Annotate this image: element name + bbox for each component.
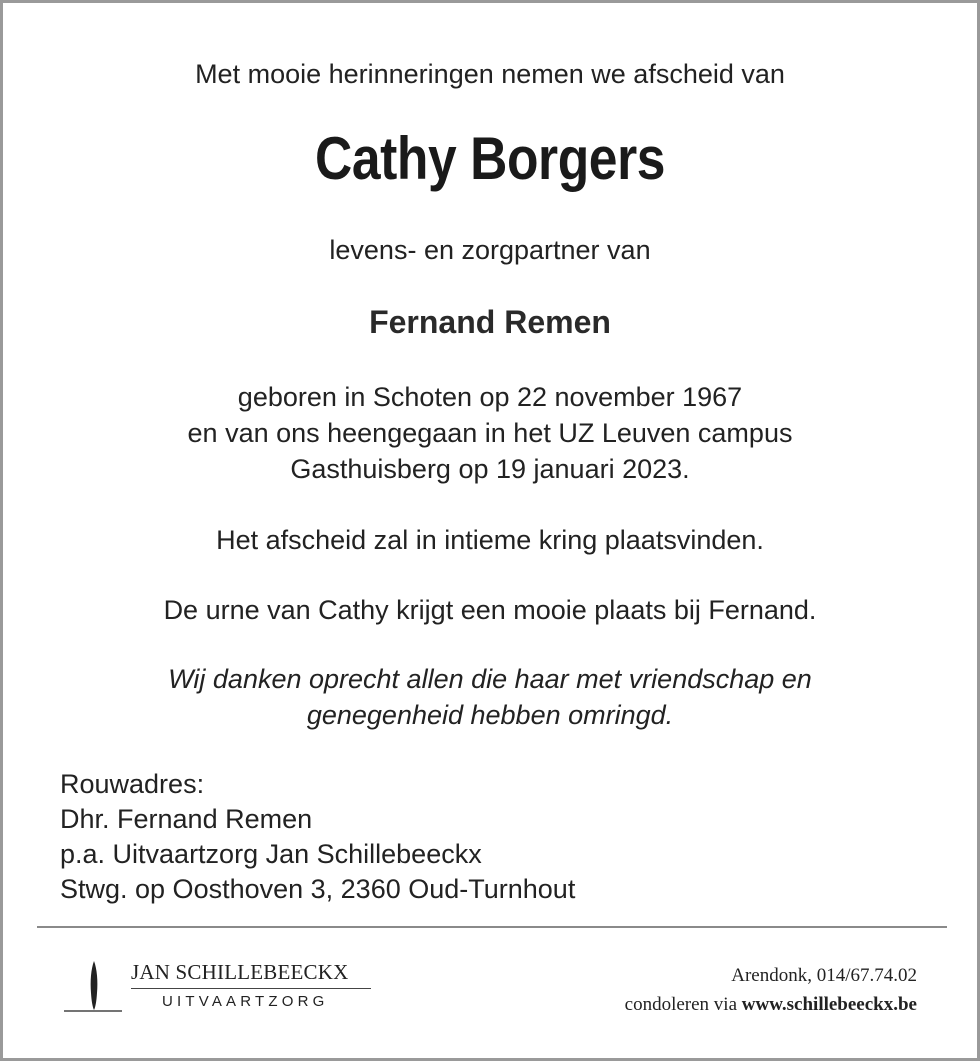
thanks-line: Wij danken oprecht allen die haar met vriendschap en (168, 664, 812, 694)
contact-line: Arendonk, 014/67.74.02 (731, 965, 917, 986)
farewell-text: Het afscheid zal in intieme kring plaatsvinden. (216, 525, 764, 555)
thanks-line: genegenheid hebben omringd. (306, 700, 674, 730)
address-label: Rouwadres: (60, 769, 205, 799)
funeral-home-subtitle: UITVAARTZORG (162, 993, 329, 1010)
funeral-home-name: JAN SCHILLEBEECKX (131, 960, 349, 984)
urn-text: De urne van Cathy krijgt een mooie plaats bij Fernand. (163, 595, 817, 625)
footer-divider (37, 926, 947, 928)
thanks-block (3, 661, 977, 733)
partner-name: Fernand Remen (369, 304, 611, 340)
intro-text: Met mooie herinneringen nemen we afscheid van (195, 59, 785, 89)
deceased-name: Cathy Borgers (315, 125, 665, 192)
bio-line: en van ons heengegaan in het UZ Leuven campus (187, 418, 793, 448)
address-line: p.a. Uitvaartzorg Jan Schillebeeckx (60, 839, 482, 869)
funeral-home-contact (625, 961, 917, 1019)
logo-rule (131, 988, 371, 989)
condolence-prefix: condoleren via (624, 994, 738, 1015)
bio-block (3, 379, 977, 487)
address-line: Dhr. Fernand Remen (60, 804, 313, 834)
mourning-address (60, 767, 575, 907)
condolence-line (625, 990, 917, 1019)
relation-text: levens- en zorgpartner van (329, 235, 651, 265)
bio-line: geboren in Schoten op 22 november 1967 (237, 382, 743, 412)
address-line: Stwg. op Oosthoven 3, 2360 Oud-Turnhout (60, 874, 576, 904)
website-link[interactable]: www.schillebeeckx.be (741, 994, 917, 1015)
bio-line: Gasthuisberg op 19 januari 2023. (290, 454, 690, 484)
cypress-tree-icon (63, 959, 125, 1013)
